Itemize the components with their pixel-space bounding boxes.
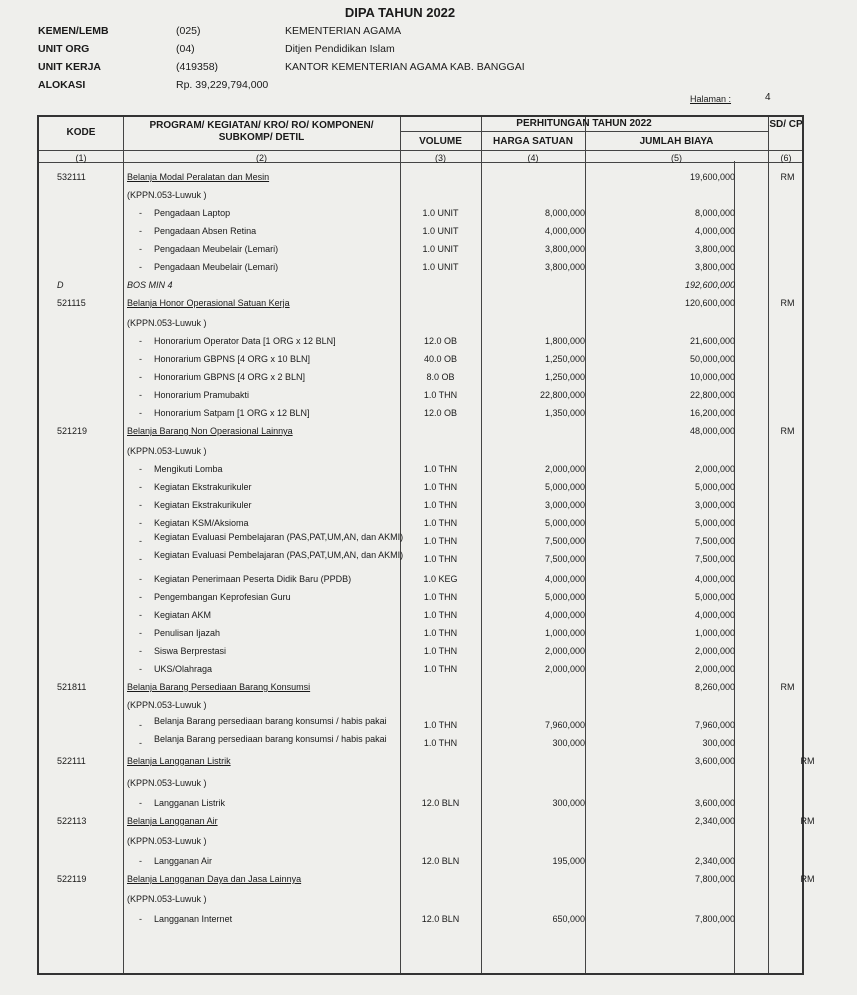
note-code: D [57,280,64,290]
harga-satuan: 4,000,000 [544,226,585,236]
kppn-row [39,318,802,334]
bullet: - [139,390,142,400]
jumlah-biaya: 8,260,000 [694,682,735,692]
account-code: 522119 [57,874,87,884]
table-row [39,262,802,278]
item-name: Belanja Barang persediaan barang konsumsi / habis pakai [154,734,387,744]
table-row [39,500,802,516]
table-row [39,336,802,352]
harga-satuan: 1,250,000 [544,372,585,382]
table-row [39,550,802,570]
harga-satuan: 2,000,000 [544,664,585,674]
sumber-dana: RM [780,298,795,308]
sumber-dana: RM [800,816,815,826]
header-name: KANTOR KEMENTERIAN AGAMA KAB. BANGGAI [285,61,525,73]
account-code: 521115 [57,298,86,308]
harga-satuan: 1,250,000 [544,354,585,364]
col-number: (6) [780,153,792,163]
item-name: Honorarium GBPNS [4 ORG x 2 BLN] [154,372,306,382]
bullet: - [139,354,142,364]
header-label: UNIT KERJA [38,61,102,73]
jumlah-biaya: 10,000,000 [689,372,735,382]
table-row [39,408,802,424]
account-code: 521811 [57,682,87,692]
item-name: Kegiatan Ekstrakurikuler [154,482,252,492]
harga-satuan: 7,960,000 [544,720,585,730]
kppn-label: (KPPN.053-Luwuk ) [127,836,207,846]
jumlah-biaya: 8,000,000 [694,208,735,218]
header-code: (419358) [176,61,219,73]
table-row [39,734,802,754]
jumlah-biaya: 3,600,000 [694,798,735,808]
table-row [39,646,802,662]
kppn-label: (KPPN.053-Luwuk ) [127,894,207,904]
note-row [39,280,802,296]
volume: 1.0 UNIT [422,208,459,218]
harga-satuan: 3,800,000 [544,262,585,272]
table-row [39,914,802,930]
kppn-row [39,836,802,852]
volume: 1.0 THN [423,592,458,602]
jumlah-biaya: 7,960,000 [694,720,735,730]
table-row [39,354,802,370]
volume: 12.0 OB [423,336,458,346]
sumber-dana: RM [800,874,815,884]
bullet: - [139,518,142,528]
item-name: Pengadaan Meubelair (Lemari) [154,244,279,254]
volume: 1.0 THN [423,554,458,564]
volume: 1.0 THN [423,628,458,638]
header-jumlah-biaya: JUMLAH BIAYA [639,136,714,147]
volume: 1.0 THN [423,390,458,400]
harga-satuan: 2,000,000 [544,646,585,656]
account-row [39,874,815,890]
harga-satuan: 650,000 [552,914,585,924]
jumlah-biaya: 1,000,000 [694,628,735,638]
kppn-label: (KPPN.053-Luwuk ) [127,318,207,328]
jumlah-biaya: 5,000,000 [694,482,735,492]
jumlah-biaya: 4,000,000 [694,574,735,584]
harga-satuan: 5,000,000 [544,592,585,602]
item-name: Belanja Barang persediaan barang konsumsi / habis pakai [154,716,387,726]
jumlah-biaya: 3,000,000 [694,500,735,510]
header-label: KEMEN/LEMB [38,25,109,37]
item-name: Langganan Internet [154,914,233,924]
table-row [39,574,802,590]
bullet: - [139,628,142,638]
bullet: - [139,592,142,602]
jumlah-biaya: 7,800,000 [694,914,735,924]
bullet: - [139,500,142,510]
header-sd-cp: SD/ CP [769,119,803,130]
sumber-dana: RM [780,426,795,436]
table-row [39,464,802,480]
kppn-label: (KPPN.053-Luwuk ) [127,190,207,200]
item-name: Pengadaan Laptop [154,208,231,218]
header-kode: KODE [66,127,96,138]
account-name: Belanja Honor Operasional Satuan Kerja [127,298,290,308]
item-name: Penulisan Ijazah [154,628,221,638]
jumlah-biaya: 5,000,000 [694,592,735,602]
harga-satuan: 195,000 [552,856,585,866]
jumlah-biaya: 2,000,000 [694,646,735,656]
harga-satuan: 3,800,000 [544,244,585,254]
volume: 1.0 KEG [423,574,458,584]
page-number [690,92,771,104]
kppn-row [39,894,802,910]
harga-satuan: 5,000,000 [544,518,585,528]
bullet: - [139,914,142,924]
item-name: Langganan Air [154,856,213,866]
harga-satuan: 1,350,000 [544,408,585,418]
account-row [39,298,802,314]
jumlah-biaya: 3,600,000 [694,756,735,766]
account-code: 521219 [57,426,88,436]
item-name: Honorarium Operator Data [1 ORG x 12 BLN] [154,336,336,346]
bullet: - [139,482,142,492]
header-name: KEMENTERIAN AGAMA [285,25,402,37]
kppn-label: (KPPN.053-Luwuk ) [127,700,207,710]
account-name: Belanja Barang Persediaan Barang Konsumsi [127,682,311,692]
account-row [39,426,802,442]
bullet: - [139,664,142,674]
volume: 40.0 OB [423,354,458,364]
item-name: Mengikuti Lomba [154,464,223,474]
table-row [39,226,802,242]
volume: 12.0 OB [423,408,458,418]
account-name: Belanja Langganan Daya dan Jasa Lainnya [127,874,302,884]
item-name: UKS/Olahraga [154,664,213,674]
jumlah-biaya: 2,000,000 [694,464,735,474]
volume: 8.0 OB [426,372,455,382]
bullet: - [139,536,142,546]
volume: 1.0 UNIT [422,226,459,236]
account-name: Belanja Modal Peralatan dan Mesin [127,172,270,182]
account-name: Belanja Barang Non Operasional Lainnya [127,426,293,436]
header-volume: VOLUME [419,136,462,147]
kppn-row [39,190,802,206]
jumlah-biaya: 192,600,000 [684,280,735,290]
page-number-value: 4 [765,92,771,103]
account-name: Belanja Langganan Air [127,816,218,826]
bullet: - [139,408,142,418]
col-number: (1) [75,153,87,163]
volume: 1.0 UNIT [422,262,459,272]
table-row [39,664,802,680]
harga-satuan: 5,000,000 [544,482,585,492]
jumlah-biaya: 4,000,000 [694,610,735,620]
bullet: - [139,226,142,236]
kppn-label: (KPPN.053-Luwuk ) [127,446,207,456]
header-code: (025) [176,25,201,37]
budget-table [37,115,815,975]
volume: 1.0 UNIT [422,244,459,254]
bullet: - [139,610,142,620]
harga-satuan: 4,000,000 [544,610,585,620]
table-row [39,856,802,872]
volume: 12.0 BLN [421,798,460,808]
item-name: Kegiatan Penerimaan Peserta Didik Baru (PPDB) [154,574,352,584]
note-label: BOS MIN 4 [127,280,173,290]
volume: 1.0 THN [423,500,458,510]
table-row [39,628,802,644]
item-name: Kegiatan Evaluasi Pembelajaran (PAS,PAT,UM,AN, dan AKMI) [154,532,404,542]
bullet: - [139,574,142,584]
account-row [39,682,802,698]
bullet: - [139,372,142,382]
jumlah-biaya: 2,340,000 [694,816,735,826]
col-number: (4) [527,153,539,163]
harga-satuan: 2,000,000 [544,464,585,474]
volume: 1.0 THN [423,610,458,620]
kppn-label: (KPPN.053-Luwuk ) [127,778,207,788]
account-name: Belanja Langganan Listrik [127,756,231,766]
col-number: (3) [435,153,446,163]
volume: 1.0 THN [423,482,458,492]
jumlah-biaya: 5,000,000 [694,518,735,528]
jumlah-biaya: 22,800,000 [689,390,735,400]
header-amount: Rp. 39,229,794,000 [176,79,269,91]
item-name: Kegiatan Ekstrakurikuler [154,500,252,510]
jumlah-biaya: 300,000 [702,738,735,748]
bullet: - [139,554,142,564]
harga-satuan: 7,500,000 [544,554,585,564]
sumber-dana: RM [780,682,795,692]
table-row [39,244,802,260]
table-row [39,390,802,406]
jumlah-biaya: 19,600,000 [689,172,735,182]
volume: 1.0 THN [423,720,458,730]
jumlah-biaya: 4,000,000 [694,226,735,236]
document-title: DIPA TAHUN 2022 [344,5,456,20]
col-number: (2) [256,153,267,163]
header-program: PROGRAM/ KEGIATAN/ KRO/ RO/ KOMPONEN/ SUBKOMP/ DETIL [149,120,374,143]
account-row [39,172,802,188]
table-row [39,610,802,626]
bullet: - [139,208,142,218]
harga-satuan: 7,500,000 [544,536,585,546]
item-name: Kegiatan AKM [154,610,212,620]
bullet: - [139,798,142,808]
jumlah-biaya: 7,500,000 [694,554,735,564]
jumlah-biaya: 16,200,000 [689,408,735,418]
volume: 1.0 THN [423,464,458,474]
volume: 1.0 THN [423,664,458,674]
volume: 1.0 THN [423,536,458,546]
table-row [39,482,802,498]
bullet: - [139,244,142,254]
account-code: 522113 [57,816,87,826]
account-code: 532111 [57,172,86,182]
jumlah-biaya: 50,000,000 [689,354,735,364]
bullet: - [139,720,142,730]
table-row [39,592,802,608]
volume: 12.0 BLN [421,914,460,924]
item-name: Honorarium GBPNS [4 ORG x 10 BLN] [154,354,311,364]
jumlah-biaya: 7,800,000 [694,874,735,884]
volume: 1.0 THN [423,646,458,656]
harga-satuan: 1,800,000 [544,336,585,346]
harga-satuan: 300,000 [552,798,585,808]
volume: 1.0 THN [423,738,458,748]
header-perhitungan: PERHITUNGAN TAHUN 2022 [516,118,652,129]
harga-satuan: 22,800,000 [539,390,585,400]
item-name: Pengadaan Meubelair (Lemari) [154,262,279,272]
jumlah-biaya: 7,500,000 [694,536,735,546]
bullet: - [139,262,142,272]
kppn-row [39,778,802,794]
bullet: - [139,738,142,748]
jumlah-biaya: 21,600,000 [689,336,735,346]
bullet: - [139,464,142,474]
bullet: - [139,646,142,656]
jumlah-biaya: 3,800,000 [694,262,735,272]
harga-satuan: 1,000,000 [544,628,585,638]
table-row [39,372,802,388]
harga-satuan: 300,000 [552,738,585,748]
header-label: UNIT ORG [38,43,90,55]
jumlah-biaya: 2,340,000 [694,856,735,866]
header-code: (04) [176,43,195,55]
harga-satuan: 4,000,000 [544,574,585,584]
item-name: Pengadaan Absen Retina [154,226,257,236]
jumlah-biaya: 3,800,000 [694,244,735,254]
kppn-row [39,446,802,462]
volume: 12.0 BLN [421,856,460,866]
account-row [39,816,815,832]
header-harga-satuan: HARGA SATUAN [493,136,573,147]
account-code: 522111 [57,756,86,766]
sumber-dana: RM [800,756,815,766]
item-name: Kegiatan Evaluasi Pembelajaran (PAS,PAT,UM,AN, dan AKMI) [154,550,404,560]
bullet: - [139,336,142,346]
kppn-row [39,700,802,716]
item-name: Kegiatan KSM/Aksioma [154,518,249,528]
jumlah-biaya: 120,600,000 [684,298,735,308]
item-name: Honorarium Satpam [1 ORG x 12 BLN] [154,408,310,418]
account-row [39,756,815,772]
table-row [39,208,802,224]
header-label: ALOKASI [38,79,86,91]
volume: 1.0 THN [423,518,458,528]
bullet: - [139,856,142,866]
item-name: Siswa Berprestasi [154,646,227,656]
header-name: Ditjen Pendidikan Islam [285,43,395,55]
jumlah-biaya: 48,000,000 [689,426,735,436]
item-name: Langganan Listrik [154,798,226,808]
item-name: Honorarium Pramubakti [154,390,250,400]
jumlah-biaya: 2,000,000 [694,664,735,674]
col-number: (5) [671,153,682,163]
page-number-label: Halaman : [690,94,732,104]
sumber-dana: RM [780,172,795,182]
harga-satuan: 8,000,000 [544,208,585,218]
harga-satuan: 3,000,000 [544,500,585,510]
item-name: Pengembangan Keprofesian Guru [154,592,291,602]
table-row [39,798,802,814]
